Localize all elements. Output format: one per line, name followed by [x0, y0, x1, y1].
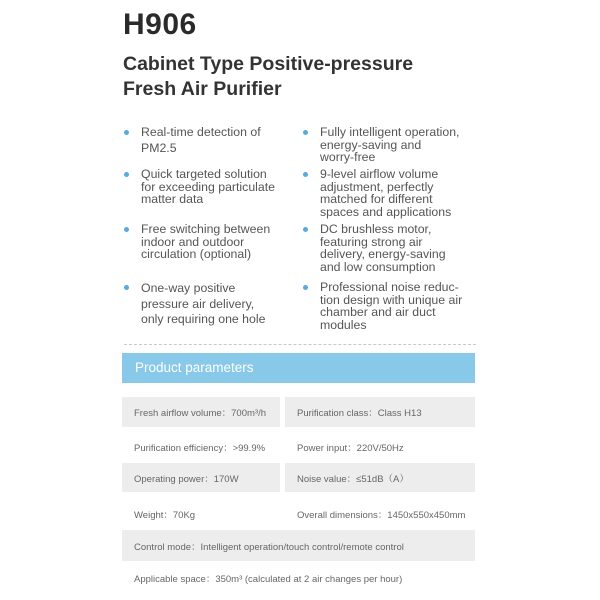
- param-row: [122, 563, 475, 593]
- product-title-line-2: Fresh Air Purifier: [123, 78, 282, 100]
- param-row: [122, 463, 475, 492]
- feature-item: Professional noise reduc- tion design with unique air chamber and air duct modules: [303, 281, 462, 331]
- feature-item: Free switching between indoor and outdoor circulation (optional): [124, 223, 270, 261]
- parameters-header: [122, 353, 475, 383]
- param-row: [122, 530, 475, 561]
- bullet-icon: [124, 130, 129, 135]
- param-cell: Power input：220V/50Hz: [297, 443, 404, 454]
- product-title: [123, 52, 503, 102]
- bullet-icon: [124, 227, 129, 232]
- bullet-icon: [303, 172, 308, 177]
- bullet-icon: [303, 130, 308, 135]
- param-row: [122, 498, 475, 529]
- param-cell: Applicable space：350m³ (calculated at 2 air changes per hour): [134, 574, 403, 585]
- model-number: H906: [123, 8, 197, 41]
- param-cell: Fresh airflow volume：700m³/h: [122, 397, 280, 427]
- bullet-icon: [303, 227, 308, 232]
- bullet-icon: [303, 285, 308, 290]
- param-cell: Purification class：Class H13: [285, 397, 475, 427]
- feature-item: Fully intelligent operation, energy-saving and worry-free: [303, 126, 459, 164]
- section-divider: [124, 344, 476, 345]
- param-row: [122, 397, 475, 427]
- param-cell: Overall dimensions：1450x550x450mm: [297, 509, 466, 521]
- feature-item: Quick targeted solution for exceeding particulate matter data: [124, 168, 275, 206]
- bullet-icon: [124, 285, 129, 290]
- product-title-line-1: Cabinet Type Positive-pressure: [123, 53, 414, 75]
- param-cell: Operating power：170W: [122, 463, 280, 492]
- feature-item: One-way positive pressure air delivery, only requiring one hole: [124, 281, 265, 328]
- feature-item: DC brushless motor, featuring strong air delivery, energy-saving and low consumption: [303, 223, 446, 273]
- param-cell: Purification efficiency：>99.9%: [134, 443, 266, 454]
- param-cell: Control mode：Intelligent operation/touch control/remote control: [122, 530, 475, 561]
- bullet-icon: [124, 172, 129, 177]
- feature-item: 9-level airflow volume adjustment, perfectly matched for different spaces and applications: [303, 168, 451, 218]
- param-row: [122, 432, 475, 462]
- feature-item: Real-time detection of PM2.5: [124, 126, 261, 154]
- param-cell: Noise value：≤51dB（A）: [285, 463, 475, 492]
- parameters-heading: Product parameters: [135, 360, 254, 375]
- param-cell: Weight：70Kg: [134, 509, 196, 521]
